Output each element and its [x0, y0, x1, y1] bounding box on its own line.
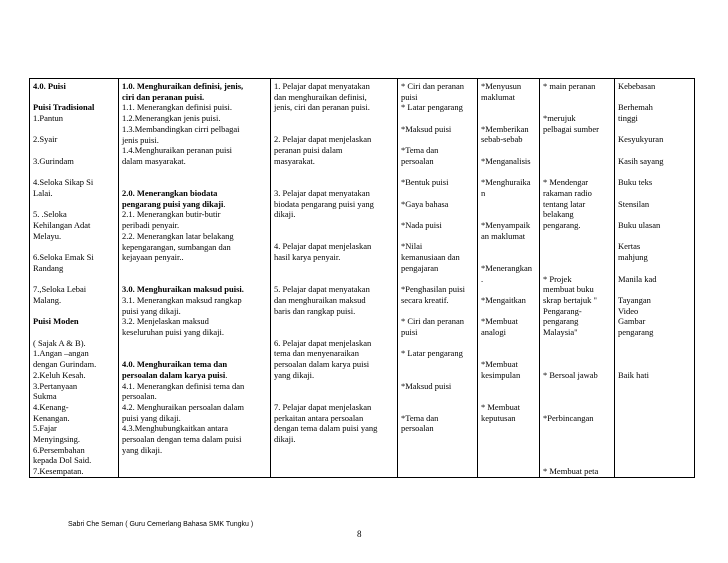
cell-line: *Menganalisis [481, 155, 531, 166]
cell-line: *Nada puisi [401, 220, 442, 231]
cell-line [543, 252, 611, 263]
cell-line: baris dan rangkap puisi. [274, 305, 356, 316]
cell-line: Tayangan [618, 294, 651, 305]
cell-line [401, 188, 474, 199]
cell-line [481, 284, 536, 295]
cell-line: analogi [481, 327, 507, 338]
cell-line: *Nilai [401, 241, 423, 252]
cell-line [618, 124, 691, 135]
cell-line [274, 177, 394, 188]
cell-line: 3.0. Menghuraikan maksud puisi. [122, 284, 244, 295]
cell-line: 7.Kesempatan. [33, 466, 84, 477]
cell-line: tema dan menyenaraikan [274, 348, 359, 359]
cell-line: * Latar pengarang [401, 348, 463, 359]
column-topic [30, 79, 119, 478]
cell-line [274, 327, 394, 338]
cell-line: Malang. [33, 294, 62, 305]
cell-line: dan menghuraikan maksud [274, 294, 366, 305]
cell-line: perkaitan antara persoalan [274, 412, 364, 423]
cell-line [481, 167, 536, 178]
cell-line: 1.Pantun [33, 113, 63, 124]
cell-line [543, 145, 611, 156]
cell-line: 1.2.Menerangkan jenis puisi. [122, 113, 221, 124]
cell-line: kejayaan penyair.. [122, 252, 184, 263]
cell-line: 2.1. Menerangkan butir-butir [122, 209, 221, 220]
cell-line: kesimpulan [481, 369, 521, 380]
cell-line: kepada Dol Said. [33, 455, 92, 466]
column-activities [540, 79, 615, 478]
cell-line: 2. Pelajar dapat menjelaskan [274, 134, 372, 145]
cell-line: 1.4.Menghuraikan peranan puisi [122, 145, 232, 156]
cell-line [274, 381, 394, 392]
cell-line: Melayu. [33, 230, 62, 241]
cell-line [401, 274, 474, 285]
cell-line: puisi yang dikaji. [122, 305, 181, 316]
cell-line: *merujuk [543, 113, 576, 124]
cell-line: Kehilangan Adat [33, 220, 91, 231]
cell-line: masyarakat. [274, 155, 315, 166]
cell-line: 4.2. Menghuraikan persoalan dalam [122, 402, 245, 412]
cell-line: Baik hati [618, 369, 649, 380]
cell-line: * Membuat [481, 401, 520, 412]
cell-line [618, 231, 691, 242]
cell-line: *Bentuk puisi [401, 177, 449, 188]
cell-line [543, 391, 611, 402]
cell-line: *Tema dan [401, 412, 439, 423]
cell-line: *Perbincangan [543, 412, 594, 423]
cell-line [401, 391, 474, 402]
cell-line [481, 102, 536, 113]
cell-line: 3.Gurindam [33, 155, 74, 166]
cell-line: 2.2. Menerangkan latar belakang [122, 230, 234, 241]
cell-line: dengan Gurindam. [33, 359, 97, 370]
cell-line [543, 338, 611, 349]
cell-line [543, 167, 611, 178]
cell-line: Gambar [618, 316, 646, 327]
cell-line: 5. .Seloka [33, 209, 67, 220]
column-content [398, 79, 478, 478]
cell-line [543, 102, 611, 113]
cell-line [543, 231, 611, 242]
cell-line: 5.Fajar [33, 423, 57, 434]
cell-line [543, 423, 611, 434]
cell-line [481, 145, 536, 156]
cell-line [401, 113, 474, 124]
cell-line [401, 402, 474, 413]
cell-line: kepengarangan, sumbangan dan [122, 241, 231, 252]
cell-line [543, 134, 611, 145]
cell-line: peribadi penyair. [122, 220, 180, 231]
cell-line: *Membuat [481, 359, 518, 370]
cell-line: Kebebasan [618, 81, 656, 91]
cell-line: belakang [543, 209, 574, 220]
cell-line: *Penghasilan puisi [401, 284, 465, 295]
cell-line: *Menyusun [481, 81, 522, 91]
cell-line [33, 145, 115, 156]
cell-line: secara kreatif. [401, 294, 449, 305]
footer-author: Sabri Che Seman ( Guru Cemerlang Bahasa SMK Tungku ) [68, 521, 254, 528]
cell-line: 1. Pelajar dapat menyatakan [274, 81, 370, 91]
cell-line [481, 199, 536, 210]
cell-line: Kenangan. [33, 412, 70, 423]
cell-line [401, 209, 474, 220]
cell-line [33, 327, 115, 338]
cell-line: * Projek [543, 273, 572, 284]
cell-line: persoalan dalam karya puisi [274, 359, 370, 370]
cell-line: *Maksud puisi [401, 123, 452, 134]
cell-line [618, 145, 691, 156]
cell-line: membuat buku [543, 284, 594, 295]
cell-line [274, 124, 394, 135]
cell-line [274, 263, 394, 274]
cell-line: 1.1. Menerangkan definisi puisi. [122, 102, 233, 113]
cell-line: 4.3.Menghubungkaitkan antara [122, 423, 228, 434]
cell-line: rakaman radio [543, 187, 592, 198]
cell-line: * Mendengar [543, 177, 589, 188]
cell-line [481, 381, 536, 392]
cell-line: 4. Pelajar dapat menjelaskan [274, 241, 372, 252]
cell-line [543, 92, 611, 103]
cell-line: 4.1. Menerangkan definisi tema dan [122, 380, 245, 391]
cell-line [481, 306, 536, 317]
cell-line [481, 209, 536, 220]
cell-line: Lalai. [33, 187, 53, 198]
cell-line: 4.Kenang- [33, 401, 69, 412]
cell-line [543, 156, 611, 167]
cell-line: persoalan. [122, 391, 157, 402]
cell-line: dengan tema dalam puisi yang [274, 423, 378, 434]
cell-line [618, 188, 691, 199]
cell-line: kemanusiaan dan [401, 252, 460, 263]
cell-line [122, 338, 267, 349]
cell-line [122, 167, 267, 178]
cell-line: Kertas [618, 241, 641, 252]
cell-line: Berhemah [618, 102, 653, 113]
cell-line [481, 338, 536, 349]
cell-line [481, 348, 536, 359]
cell-line: dalam masyarakat. [122, 155, 186, 166]
cell-line [618, 359, 691, 370]
cell-line [543, 445, 611, 456]
cell-line: Manila kad [618, 273, 657, 284]
cell-line: 6. Pelajar dapat menjelaskan [274, 337, 372, 348]
cell-line: Kesyukyuran [618, 134, 664, 145]
cell-line [543, 263, 611, 274]
cell-line: Buku teks [618, 177, 653, 188]
cell-line [481, 252, 536, 263]
cell-line: peranan puisi dalam [274, 145, 343, 156]
cell-line: *Memberikan [481, 123, 529, 134]
cell-line [543, 434, 611, 445]
cell-line [274, 167, 394, 178]
cell-line [543, 402, 611, 413]
cell-line: Pengarang- [543, 305, 582, 316]
cell-line [33, 241, 115, 252]
cell-line [481, 391, 536, 402]
cell-line [122, 177, 267, 188]
cell-line [33, 274, 115, 285]
cell-line [274, 391, 394, 402]
cell-line: mahjung [618, 252, 648, 263]
cell-line [33, 167, 115, 178]
cell-line [481, 113, 536, 124]
cell-line [33, 306, 115, 317]
cell-line: *Gaya bahasa [401, 198, 449, 209]
column-thinking-skills [478, 79, 540, 478]
cell-line: pengarang. [543, 220, 581, 231]
cell-line: an maklumat [481, 230, 526, 241]
cell-line: 1.0. Menghuraikan definisi, jenis, [122, 81, 244, 91]
cell-line: 4.0. Menghuraikan tema dan [122, 359, 228, 370]
cell-line: yang dikaji. [122, 444, 163, 455]
cell-line: hasil karya penyair. [274, 252, 341, 263]
cell-line: pengarang [618, 327, 654, 338]
cell-line: Video [618, 305, 639, 316]
cell-line: pengarang [543, 316, 579, 327]
cell-line [618, 209, 691, 220]
cell-line: 1.3.Membandingkan cirri pelbagai [122, 123, 240, 134]
cell-line: *Membuat [481, 316, 518, 327]
cell-line [274, 220, 394, 231]
cell-line [122, 349, 267, 360]
cell-line: Stensilan [618, 198, 650, 209]
cell-line: Puisi Tradisional [33, 102, 95, 113]
cell-line [618, 348, 691, 359]
cell-line: 7. Pelajar dapat menjelaskan [274, 401, 372, 412]
cell-line: maklumat [481, 91, 515, 102]
cell-line: pengarang puisi yang dikaji. [122, 198, 226, 209]
cell-line [122, 263, 267, 274]
page-number: 8 [357, 529, 362, 539]
cell-line: yang dikaji. [274, 369, 315, 380]
table-row [30, 79, 695, 478]
cell-line: Kasih sayang [618, 155, 664, 166]
cell-line [122, 274, 267, 285]
cell-line: persoalan dalam karya puisi. [122, 369, 228, 380]
cell-line: 4.Seloka Sikap Si [33, 177, 94, 188]
cell-line [543, 241, 611, 252]
cell-line [33, 199, 115, 210]
cell-line: 2.Keluh Kesah. [33, 369, 86, 380]
cell-line [543, 455, 611, 466]
cell-line: pelbagai sumber [543, 123, 599, 134]
cell-line: 2.0. Menerangkan biodata [122, 188, 218, 198]
cell-line: 4.0. Puisi [33, 81, 66, 91]
cell-line [274, 316, 394, 327]
cell-line: keputusan [481, 412, 516, 423]
cell-line: Malaysia" [543, 327, 578, 338]
cell-line [618, 338, 691, 349]
cell-line: n [481, 187, 486, 198]
cell-line: Randang [33, 262, 64, 273]
column-values-resources [615, 79, 695, 478]
cell-line [401, 167, 474, 178]
cell-line: dikaji. [274, 434, 296, 445]
cell-line: * Bersoal jawab [543, 369, 598, 380]
cell-line: * Membuat peta [543, 466, 599, 476]
cell-line: jenis, ciri dan peranan puisi. [274, 102, 370, 113]
cell-line: 5. Pelajar dapat menyatakan [274, 284, 370, 295]
cell-line: * Ciri dan peranan [401, 316, 465, 327]
cell-line: *Maksud puisi [401, 380, 452, 391]
cell-line: *Mengaitkan [481, 294, 526, 305]
cell-line: *Menghuraika [481, 177, 531, 188]
cell-line: ciri dan peranan puisi. [122, 91, 205, 102]
cell-line: . [481, 273, 484, 284]
cell-line [401, 231, 474, 242]
cell-line: *Menyampaik [481, 220, 531, 231]
cell-line: sebab-sebab [481, 134, 523, 145]
cell-line [618, 92, 691, 103]
cell-line [618, 284, 691, 295]
lesson-plan-table [29, 78, 695, 478]
cell-line: 1.Angan –angan [33, 348, 89, 359]
cell-line: tentang latar [543, 198, 586, 209]
cell-line: 3.1. Menerangkan maksud rangkap [122, 295, 242, 305]
cell-line: 6.Seloka Emak Si [33, 252, 94, 263]
cell-line [274, 113, 394, 124]
cell-line: biodata pengarang puisi yang [274, 198, 374, 209]
cell-line [401, 359, 474, 370]
cell-line [543, 380, 611, 391]
cell-line: 3.Pertanyaan [33, 380, 78, 391]
cell-line [618, 167, 691, 178]
cell-line: pengajaran [401, 262, 439, 273]
column-learning-outcomes [271, 79, 398, 478]
cell-line [401, 338, 474, 349]
cell-line: persoalan [401, 155, 434, 166]
cell-line [401, 370, 474, 381]
cell-line: * Latar pengarang [401, 102, 463, 113]
cell-line: 7.,Seloka Lebai [33, 284, 87, 295]
cell-line: 3.2. Menjelaskan maksud [122, 316, 209, 327]
cell-line [543, 359, 611, 370]
cell-line: keseluruhan puisi yang dikaji. [122, 327, 224, 338]
cell-line: puisi yang dikaji. [122, 412, 181, 423]
cell-line [481, 241, 536, 252]
column-learning-objectives [119, 79, 271, 478]
cell-line: tinggi [618, 113, 638, 124]
cell-line: puisi [401, 327, 418, 338]
cell-line: jenis puisi. [122, 134, 159, 145]
cell-line: Puisi Moden [33, 316, 79, 327]
cell-line: skrap bertajuk " [543, 294, 597, 305]
cell-line: puisi [401, 91, 418, 102]
cell-line [33, 124, 115, 135]
cell-line: * Ciri dan peranan [401, 81, 465, 91]
cell-line: Menyingsing. [33, 434, 80, 445]
cell-line: persoalan [401, 423, 434, 434]
cell-line [401, 306, 474, 317]
cell-line: 2.Syair [33, 134, 58, 145]
cell-line: Sukma [33, 391, 57, 402]
cell-line [274, 231, 394, 242]
cell-line: persoalan dengan tema dalam puisi [122, 434, 242, 445]
cell-line: dikaji. [274, 209, 296, 220]
cell-line: *Menerangkan [481, 262, 532, 273]
cell-line [401, 135, 474, 146]
cell-line: *Tema dan [401, 145, 439, 156]
cell-line: Buku ulasan [618, 220, 661, 231]
cell-line [543, 348, 611, 359]
cell-line: 3. Pelajar dapat menyatakan [274, 187, 370, 198]
cell-line [274, 274, 394, 285]
cell-line: * main peranan [543, 81, 596, 91]
cell-line: dan menghuraikan definisi, [274, 91, 367, 102]
cell-line [618, 263, 691, 274]
cell-line: ( Sajak A & B). [33, 337, 86, 348]
cell-line [33, 92, 115, 103]
cell-line: 6.Persembahan [33, 444, 85, 455]
